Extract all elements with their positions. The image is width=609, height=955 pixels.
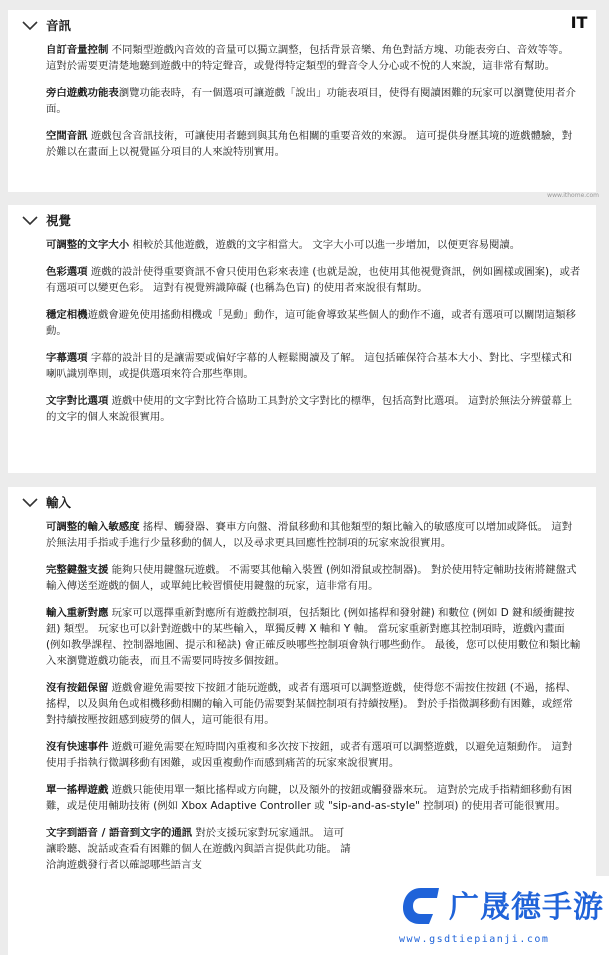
audio-section-header[interactable]: [8, 10, 596, 40]
feature-item: 沒有按鈕保留 遊戲會避免需要按下按鈕才能玩遊戲，或者有選項可以調整遊戲，使得您不需按住按鈕 (不過，搖桿、搖桿，以及與角色或相機移動相關的輸入可能仍需要對某個控制項有持續按壓)。 對於手指微調移動有困難，或經常對持續按壓按鈕感到疲勞的個人，這可能很有用。: [46, 682, 577, 726]
feature-item: 字幕選項 字幕的設計目的是讓需要或偏好字幕的人輕鬆閱讀及了解。 這包括確保符合基本大小、對比、字型樣式和喇叭識別準則，或提供選項來符合那些準則。: [46, 352, 573, 380]
feature-item: 沒有快速事件 遊戲可避免需要在短時間內重複和多次按下按鈕，或者有選項可以調整遊戲，以避免這類動作。 這對使用手指執行微調移動有困難，或因重複動作而感到痛苦的玩家來說很實用。: [46, 741, 573, 769]
section-title: 輸入: [46, 495, 72, 510]
input-section-header[interactable]: [8, 487, 596, 517]
feature-item: 旁白遊戲功能表瀏覽功能表時，有一個選項可讓遊戲「說出」功能表項目，使得有閱讀困難的玩家可以瀏覽使用者介面。: [46, 87, 576, 115]
feature-item: 完整鍵盤支援 能夠只使用鍵盤玩遊戲。 不需要其他輸入裝置 (例如滑鼠或控制器)。 對於使用特定輔助技術將鍵盤式輸入傳送至遊戲的個人，或單純比較習慣使用鍵盤的玩家，這非常有用。: [46, 564, 577, 592]
audio-section: [8, 10, 596, 192]
watermark: [369, 876, 609, 955]
feature-item: 自訂音量控制 不同類型遊戲內音效的音量可以獨立調整，包括背景音樂、角色對話方塊、功能表旁白、音效等等。 這對於需要更清楚地聽到遊戲中的特定聲音，或覺得特定類型的聲音令人分心或不悅的人來說，這非常有幫助。: [46, 44, 569, 72]
chevron-down-icon[interactable]: [20, 213, 40, 227]
feature-item: 穩定相機遊戲會避免使用搖動相機或「晃動」動作，這可能會導致某些個人的動作不適，或者有選項可以關閉這類移動。: [46, 309, 576, 337]
visual-section-header[interactable]: [8, 205, 596, 235]
feature-item: 輸入重新對應 玩家可以選擇重新對應所有遊戲控制項，包括類比 (例如搖桿和發射鍵) 和數位 (例如 D 鍵和緩衝鍵按鈕) 類型。 玩家也可以針對遊戲中的某些輸入，單獨反轉 X 軸和 Y 軸。 當玩家重新對應其控制項時，遊戲內畫面 (例如教學課程、控制器地圖、提示和秘訣) 會正確反映哪些控制項會執行哪些動作。 最後，您可以使用數位和類比輸入來瀏覽遊戲功能表，而且不需要同時按多個按鈕。: [46, 607, 581, 667]
section-title: 音訊: [46, 18, 72, 33]
watermark-logo-icon: [399, 884, 443, 928]
feature-item: 空間音訊 遊戲包含音訊技術，可讓使用者聽到與其角色相關的重要音效的來源。 這可提供身歷其境的遊戲體驗，對於難以在畫面上以視覺區分項目的人來說特別實用。: [46, 130, 573, 158]
visual-section: [8, 205, 596, 473]
feature-item: 單一搖桿遊戲 遊戲只能使用單一類比搖桿或方向鍵，以及額外的按鈕或觸發器來玩。 這對於完成手指精細移動有困難，或是使用輔助技術 (例如 Xbox Adaptive Controller 或 "sip-and-as-style" 控制項) 的使用者可能很實用。: [46, 784, 573, 812]
feature-item: 可調整的輸入敏感度 搖桿、觸發器、賽車方向盤、滑鼠移動和其他類型的類比輸入的敏感度可以增加或降低。 這對於無法用手指或手進行少量移動的個人，以及尋求更具回應性控制項的玩家來說很實用。: [46, 521, 573, 549]
section-title: 視覺: [46, 213, 72, 228]
feature-item: 色彩選項 遊戲的設計使得重要資訊不會只使用色彩來表達 (也就是說，也使用其他視覺資訊，例如圖樣或圖案)，或者有選項可以變更色彩。 這對有視覺辨識障礙 (也稱為色盲) 的使用者來說很有幫助。: [46, 266, 581, 294]
feature-item: 可調整的文字大小 相較於其他遊戲，遊戲的文字相當大。 文字大小可以進一步增加，以便更容易閱讀。: [46, 239, 521, 251]
ithome-logo: IT: [570, 12, 588, 32]
feature-item: 文字到語音 / 語音到文字的通訊 對於支援玩家對玩家通訊。 這可讓聆聽、說話或查看有困難的個人在遊戲內與語言提供此功能。 請洽詢遊戲發行者以確認哪些語言支: [46, 827, 351, 871]
ithome-url: www.ithome.com: [547, 192, 599, 199]
watermark-text: 广晟德手游: [449, 890, 604, 925]
chevron-down-icon[interactable]: [20, 18, 40, 32]
feature-item: 文字對比選項 遊戲中使用的文字對比符合協助工具對於文字對比的標準，包括高對比選項。 這對於無法分辨螢幕上的文字的個人來說很實用。: [46, 395, 573, 423]
watermark-url: www.gsdtiepianji.com: [399, 934, 550, 945]
chevron-down-icon[interactable]: [20, 495, 40, 509]
